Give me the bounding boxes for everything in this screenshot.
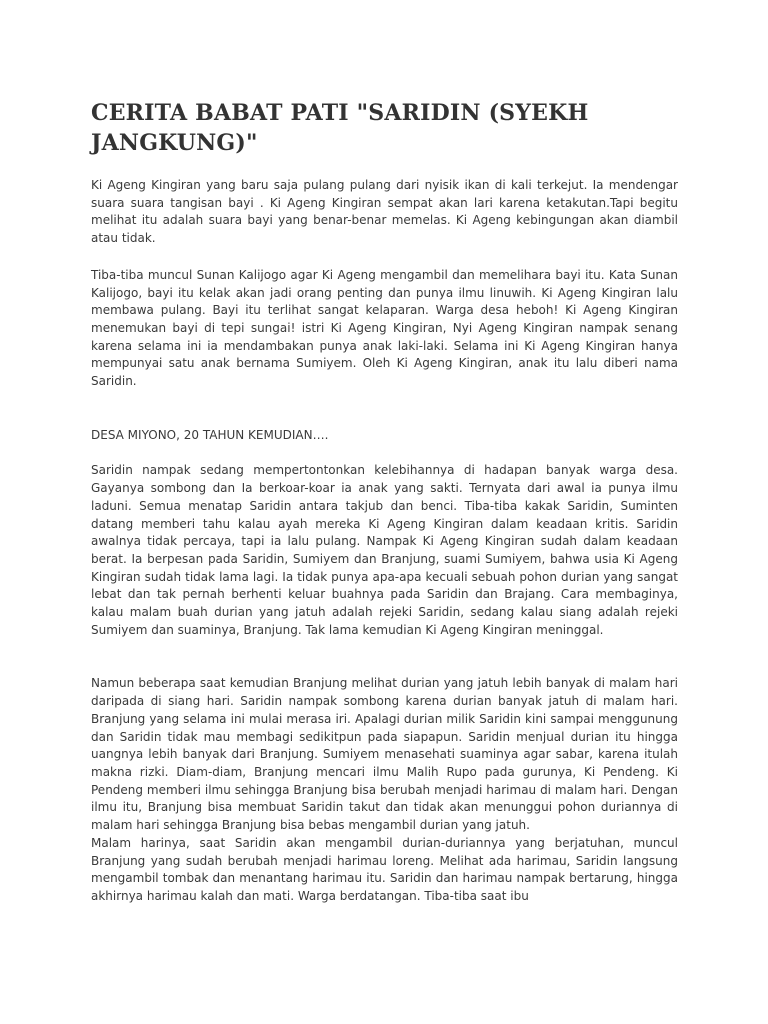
paragraph-spacer (91, 639, 678, 675)
document-page (91, 98, 678, 906)
paragraph: Namun beberapa saat kemudian Branjung melihat durian yang jatuh lebih banyak di malam hari daripada di siang hari. Saridin nampak sombong karena durian banyak jatuh di malam hari. Branjung yang selama ini mulai merasa iri. Apalagi durian milik Saridin kini sampai menggunung dan Saridin tidak mau membagi sedikitpun pada siapapun. Saridin menjual durian itu hingga uangnya lebih banyak dari Branjung. Sumiyem menasehati suaminya agar sabar, karena itulah makna rizki. Diam-diam, Branjung mencari ilmu Malih Rupo pada gurunya, Ki Pendeng. Ki Pendeng memberi ilmu sehingga Branjung bisa berubah menjadi harimau di malam hari. Dengan ilmu itu, Branjung bisa membuat Saridin takut dan tidak akan menunggui pohon duriannya di malam hari sehingga Branjung bisa bebas mengambil durian yang jatuh. (91, 676, 678, 833)
paragraph: Saridin nampak sedang mempertontonkan kelebihannya di hadapan banyak warga desa. Gayanya sombong dan Ia berkoar-koar ia anak yang sakti. Ternyata dari awal ia punya ilmu laduni. Semua menatap Saridin antara takjub dan benci. Tiba-tiba kakak Saridin, Suminten datang memberi tahu kalau ayah mereka Ki Ageng Kingiran dalam keadaan kritis. Saridin awalnya tidak percaya, tapi ia lalu pulang. Nampak Ki Ageng Kingiran sudah dalam keadaan berat. Ia berpesan pada Saridin, Sumiyem dan Branjung, suami Sumiyem, bahwa usia Ki Ageng Kingiran sudah tidak lama lagi. Ia tidak punya apa-apa kecuali sebuah pohon durian yang sangat lebat dan tak pernah berhenti keluar buahnya pada Saridin dan Brajang. Cara membaginya, kalau malam buah durian yang jatuh adalah rejeki Saridin, sedang kalau siang adalah rejeki Sumiyem dan suaminya, Branjung. Tak lama kemudian Ki Ageng Kingiran meninggal. (91, 463, 678, 637)
paragraph: Malam harinya, saat Saridin akan mengambil durian-duriannya yang berjatuhan, muncul Branjung yang sudah berubah menjadi harimau loreng. Melihat ada harimau, Saridin langsung mengambil tombak dan menantang harimau itu. Saridin dan harimau nampak bertarung, hingga akhirnya harimau kalah dan mati. Warga berdatangan. Tiba-tiba saat ibu (91, 835, 678, 903)
paragraph-spacer (91, 444, 678, 462)
paragraph: Ki Ageng Kingiran yang baru saja pulang pulang dari nyisik ikan di kali terkejut. Ia mendengar suara suara tangisan bayi . Ki Ageng Kingiran sempat akan lari karena ketakutan.Tapi begitu melihat itu adalah suara bayi yang benar-benar memelas. Ki Ageng kebingungan akan diambil atau tidak. (91, 178, 678, 246)
paragraph: Tiba-tiba muncul Sunan Kalijogo agar Ki Ageng mengambil dan memelihara bayi itu. Kata Sunan Kalijogo, bayi itu kelak akan jadi orang penting dan punya ilmu linuwih. Ki Ageng Kingiran lalu membawa pulang. Bayi itu terlihat sangat kelaparan. Warga desa heboh! Ki Ageng Kingiran menemukan bayi di tepi sungai! istri Ki Ageng Kingiran, Nyi Ageng Kingiran nampak senang karena selama ini ia mendambakan punya anak laki-laki. Selama ini Ki Ageng Kingiran hanya mempunyai satu anak bernama Sumiyem. Oleh Ki Ageng Kingiran, anak itu lalu diberi nama Saridin. (91, 267, 678, 389)
document-title: CERITA BABAT PATI "SARIDIN (SYEKH JANGKUNG)" (91, 100, 589, 156)
paragraph-spacer (91, 391, 678, 427)
section-heading: DESA MIYONO, 20 TAHUN KEMUDIAN…. (91, 427, 329, 442)
paragraph-spacer (91, 248, 678, 267)
